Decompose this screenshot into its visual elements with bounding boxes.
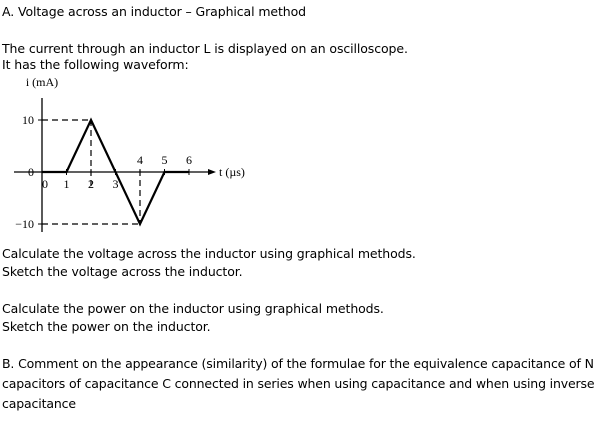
x-tick-label: 4 [137, 153, 143, 167]
question-voltage-calc: Calculate the voltage across the inductor using graphical methods. [2, 246, 416, 261]
intro-line-2: It has the following waveform: [2, 57, 189, 72]
x-tick-label: 3 [112, 177, 119, 191]
x-axis-label: t (µs) [219, 165, 245, 179]
x-tick-label: 1 [63, 177, 70, 191]
current-waveform-series [42, 120, 189, 224]
chart-layer [14, 75, 245, 232]
x-tick-label: 2 [88, 177, 94, 191]
intro-line-1: The current through an inductor L is displayed on an oscilloscope. [2, 41, 408, 56]
section-a-heading: A. Voltage across an inductor – Graphical method [2, 4, 307, 19]
x-tick-label: 6 [186, 153, 192, 167]
y-axis-label: i (mA) [25, 75, 59, 89]
current-waveform-chart [0, 72, 280, 237]
question-voltage-sketch: Sketch the voltage across the inductor. [2, 264, 243, 279]
x-tick-label: 5 [161, 153, 168, 167]
x-tick-label: 0 [42, 177, 48, 191]
y-tick-label: 10 [22, 113, 34, 127]
y-tick-label: 0 [28, 165, 34, 179]
x-axis-arrow-icon [208, 169, 216, 175]
section-b-question: B. Comment on the appearance (similarity) of the formulae for the equivalence capacitance of N capacitors of capacitance C connected in series when using capacitance and when using inverse capacitance [2, 356, 595, 411]
y-tick-label: −10 [15, 217, 34, 231]
question-power-calc: Calculate the power on the inductor using graphical methods. [2, 301, 384, 316]
question-power-sketch: Sketch the power on the inductor. [2, 319, 211, 334]
